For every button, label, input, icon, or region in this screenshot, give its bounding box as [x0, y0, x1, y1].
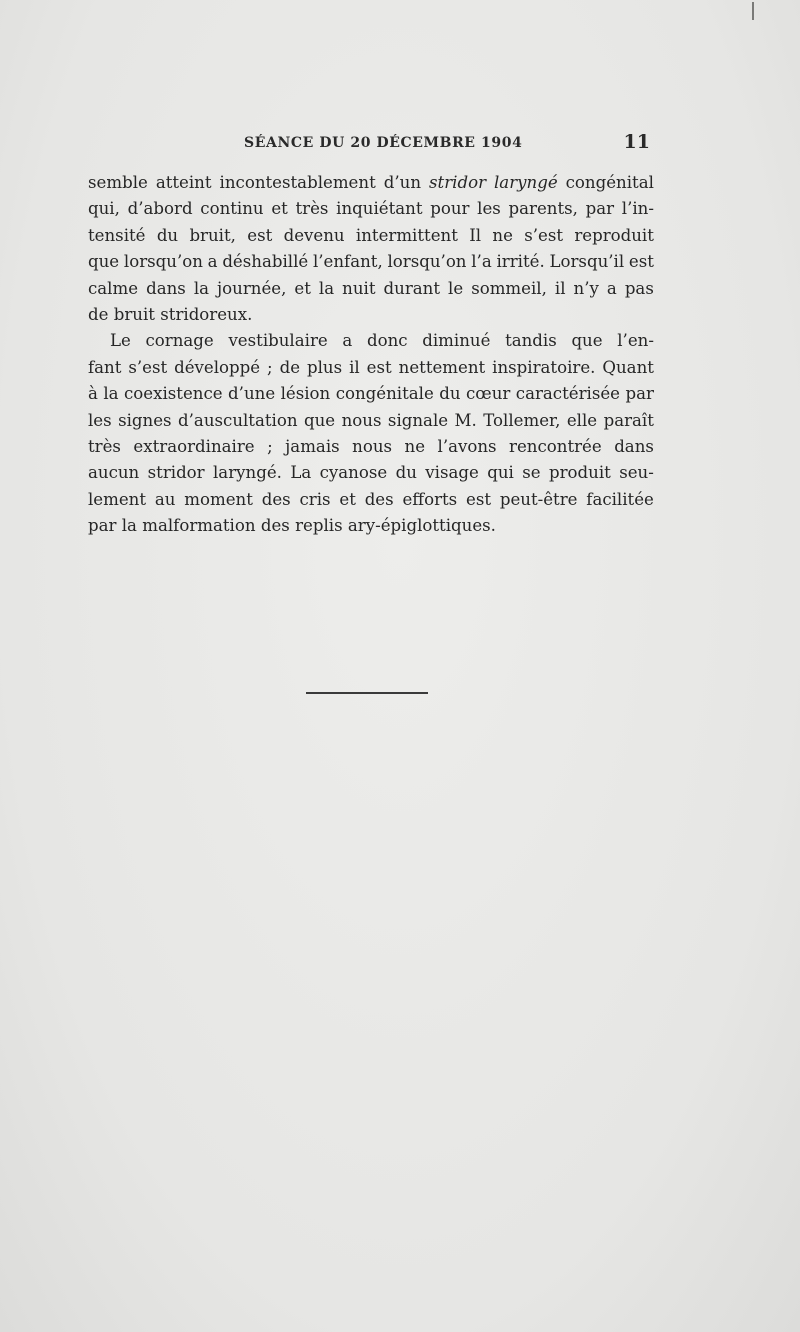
word: que	[88, 252, 120, 272]
running-title: SÉANCE DU 20 DÉCEMBRE 1904	[244, 135, 523, 151]
word: cris	[299, 489, 331, 509]
text-line	[88, 170, 654, 196]
word: malformation	[142, 516, 256, 536]
word: il	[349, 357, 360, 377]
text-line	[88, 302, 654, 328]
text-line	[88, 196, 654, 222]
word: moment	[184, 489, 253, 509]
section-rule	[306, 692, 428, 694]
word: Tollemer,	[483, 410, 561, 430]
word: l’a	[471, 252, 492, 272]
word: replis	[295, 516, 343, 536]
word: des	[260, 516, 290, 536]
word: caractérisée	[515, 384, 620, 404]
word: est	[247, 225, 273, 245]
text-line	[88, 487, 654, 513]
word: calme	[88, 278, 139, 298]
word: déshabillé	[222, 252, 309, 272]
word: d’abord	[127, 199, 193, 219]
text-line	[88, 460, 654, 486]
word: et	[271, 199, 288, 219]
word: nous	[341, 410, 382, 430]
word: développé	[174, 357, 261, 377]
word: tensité	[88, 225, 146, 245]
word: a	[342, 331, 353, 351]
word: ne	[404, 436, 426, 456]
word: cornage	[145, 331, 214, 351]
word: Quant	[602, 357, 654, 377]
word: du	[395, 463, 417, 483]
word: jamais	[285, 436, 340, 456]
word: stridoreux.	[160, 304, 253, 324]
word: du	[156, 225, 179, 245]
word: inquiétant	[336, 199, 423, 219]
word: du	[439, 384, 461, 404]
word: lorsqu’on	[387, 252, 467, 272]
page-header	[88, 133, 652, 157]
word: a	[606, 278, 617, 298]
text-line	[88, 276, 654, 302]
word: peut-être	[499, 489, 578, 509]
word: par	[585, 199, 615, 219]
word: qui,	[88, 199, 120, 219]
text-line	[88, 355, 654, 381]
word: très	[295, 199, 329, 219]
word: est	[628, 252, 654, 272]
word: congénital	[565, 173, 654, 192]
word: dans	[146, 278, 186, 298]
word: continu	[200, 199, 264, 219]
word: tandis	[505, 331, 557, 351]
text-line	[88, 328, 654, 354]
word: sommeil,	[471, 278, 547, 298]
word: ;	[267, 436, 273, 456]
word: de	[279, 357, 301, 377]
word: devenu	[283, 225, 345, 245]
word: pour	[430, 199, 470, 219]
word: au	[154, 489, 176, 509]
word: elle	[566, 410, 598, 430]
word: la	[193, 278, 210, 298]
word: plus	[307, 357, 343, 377]
word: fant	[88, 357, 122, 377]
word: M.	[454, 410, 477, 430]
word: irrité.	[496, 252, 545, 272]
word: seu-	[619, 463, 654, 483]
word: parents,	[508, 199, 578, 219]
word: nuit	[342, 278, 376, 298]
word: se	[522, 463, 541, 483]
word: des	[261, 489, 291, 509]
word: semble	[88, 173, 148, 192]
text-line	[88, 513, 654, 539]
text-line	[88, 249, 654, 275]
word: ne	[492, 225, 513, 245]
word: la	[121, 516, 137, 536]
word: intermittent	[355, 225, 458, 245]
word: rencontrée	[509, 436, 602, 456]
word: s’est	[128, 357, 168, 377]
word: il	[554, 278, 566, 298]
word: pas	[624, 278, 654, 298]
word: par	[88, 516, 117, 536]
word: diminué	[422, 331, 491, 351]
word: lorsqu’on	[123, 252, 203, 272]
word: lésion	[280, 384, 331, 404]
word: d’un	[383, 173, 422, 192]
word: d’auscultation	[178, 410, 298, 430]
word: l’en-	[617, 331, 654, 351]
word: d’une	[228, 384, 276, 404]
word: nettement	[398, 357, 486, 377]
word: reproduit	[574, 225, 654, 245]
paragraph	[88, 170, 654, 328]
word: bruit	[113, 304, 155, 324]
word: paraît	[603, 410, 654, 430]
word: atteint	[155, 173, 212, 192]
body-text	[88, 170, 654, 539]
word: ary-épiglottiques.	[347, 516, 496, 536]
word: stridor	[147, 463, 205, 483]
text-line	[88, 381, 654, 407]
word: efforts	[402, 489, 458, 509]
word: a	[207, 252, 218, 272]
word: par	[625, 384, 654, 404]
word: extraordinaire	[133, 436, 255, 456]
word: signale	[387, 410, 449, 430]
text-line	[88, 408, 654, 434]
word: inspiratoire.	[492, 357, 596, 377]
word: le	[448, 278, 464, 298]
word: Il	[469, 225, 482, 245]
word: lement	[88, 489, 147, 509]
word: congénitale	[335, 384, 434, 404]
word: cyanose	[319, 463, 388, 483]
word: qui	[487, 463, 514, 483]
word: donc	[366, 331, 408, 351]
page-number: 11	[623, 131, 650, 153]
word: coexistence	[124, 384, 223, 404]
word: des	[364, 489, 394, 509]
word: facilitée	[586, 489, 654, 509]
word: les	[477, 199, 501, 219]
word: incontestablement	[219, 173, 376, 192]
word: visage	[425, 463, 479, 483]
word: bruit,	[189, 225, 236, 245]
word: est	[466, 489, 492, 509]
italic-word: laryngé	[494, 173, 558, 192]
word: Le	[110, 331, 131, 351]
word: est	[366, 357, 392, 377]
word: que	[303, 410, 336, 430]
text-line	[88, 223, 654, 249]
word: et	[294, 278, 311, 298]
word: s’est	[524, 225, 564, 245]
word: signes	[118, 410, 172, 430]
word: et	[339, 489, 356, 509]
word: vestibulaire	[228, 331, 328, 351]
word: Lorsqu’il	[549, 252, 625, 272]
italic-word: stridor	[429, 173, 486, 192]
word: cœur	[466, 384, 511, 404]
word: à	[88, 384, 98, 404]
word: produit	[548, 463, 611, 483]
word: dans	[614, 436, 654, 456]
word: de	[88, 304, 109, 324]
word: que	[571, 331, 603, 351]
word: très	[88, 436, 121, 456]
word: La	[290, 463, 312, 483]
word: aucun	[88, 463, 140, 483]
word: n’y	[573, 278, 599, 298]
word: l’in-	[621, 199, 654, 219]
word: journée,	[217, 278, 287, 298]
word: nous	[352, 436, 393, 456]
word: l’avons	[437, 436, 497, 456]
word: les	[88, 410, 112, 430]
word: la	[103, 384, 119, 404]
paragraph	[88, 328, 654, 539]
text-line	[88, 434, 654, 460]
word: la	[318, 278, 335, 298]
word: durant	[383, 278, 441, 298]
word: laryngé.	[213, 463, 282, 483]
word: l’enfant,	[312, 252, 383, 272]
word: ;	[267, 357, 273, 377]
scan-mark	[752, 2, 754, 20]
